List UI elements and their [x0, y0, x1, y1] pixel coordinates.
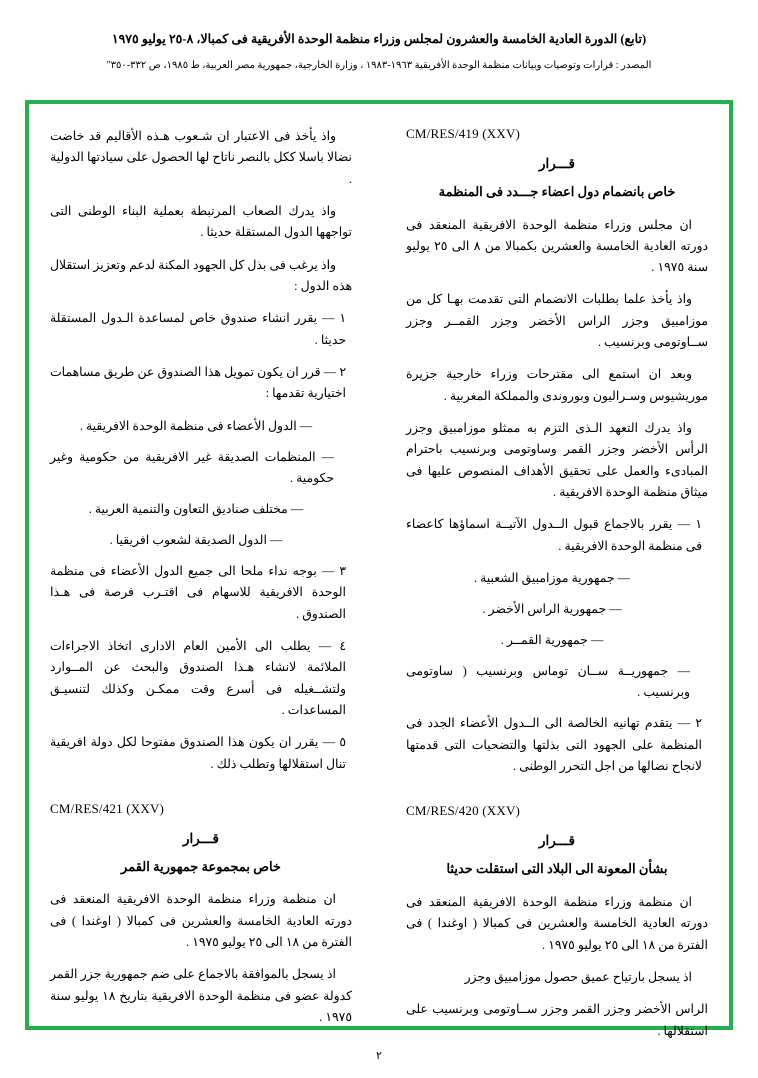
numbered-item: ٥ — يقرر ان يكون هذا الصندوق مفتوحا لكل دولة افريقية تنال استقلالها وتطلب ذلك .	[50, 735, 346, 771]
resolution-heading-419: قـــرار	[538, 156, 576, 171]
dash-item: — جمهورية القمــر .	[500, 633, 604, 648]
paragraph: الراس الأخضر وجزر القمر وجزر ســاوتومى وبرنسيب على استقلالها .	[406, 1002, 708, 1038]
page-number: ٢	[376, 1050, 382, 1062]
resolution-id-419: CM/RES/419 (XXV)	[406, 126, 521, 141]
numbered-item: ٢ — قرر ان يكون تمويل هذا الصندوق عن طريق مساهمات اختيارية تقدمها :	[50, 364, 346, 401]
dash-item: — الدول الأعضاء فى منظمة الوحدة الافريقية .	[79, 418, 313, 433]
numbered-item: ٤ — يطلب الى الأمين العام الادارى اتخاذ الاجراءات الملائمة لانشاء هـذا الصندوق والبحث عن المــوارد ولتشــغيله فى أسرع وقت ممكـن وكذلك لتنسيـق المساعدات .	[50, 638, 346, 717]
paragraph: واذ يدرك الصعاب المرتبطة بعملية البناء الوطنى التى تواجهها الدول المستقلة حديثا .	[50, 203, 352, 240]
dash-item: — مختلف صناديق التعاون والتنمية العربية .	[88, 501, 304, 516]
page-header	[0, 0, 758, 73]
column-left	[36, 112, 366, 1025]
paragraph: واذ يأخذ فى الاعتبار ان شـعوب هـذه الأقاليم قد خاضت نضالا باسلا ككل بالنصر ناتاح لها الحصول على سيادتها الدولية .	[50, 129, 352, 186]
resolution-id-420: CM/RES/420 (XXV)	[406, 803, 521, 819]
column-right	[392, 112, 722, 1038]
source-line: المصدر : قرارات وتوصيات وبيانات منظمة الوحدة الأفريقية ١٩٦٣-١٩٨٣ ، وزارة الخارجية، جمهورية مصر العربية، ط ١٩٨٥، ص ٣٣٢-٣٥٠"	[106, 59, 652, 71]
page-title: (تابع) الدورة العادية الخامسة والعشرون لمجلس وزراء منظمة الوحدة الأفريقية فى كمبالا، ٨-٢٥ يوليو ١٩٧٥	[111, 32, 647, 46]
resolution-heading-420: قـــرار	[538, 833, 576, 849]
paragraph: اذ يسجل بارتياح عميق حصول موزامبيق وجزر	[464, 969, 692, 984]
numbered-item: ٢ — يتقدم تهانيه الخالصة الى الــدول الأعضاء الجدد فى المنظمة على الجهود التى بذلتها والتضحيات التى قدمتها لانجاح نضالها من اجل التحرر الوطنى .	[406, 716, 702, 774]
dash-item: — جمهوريــة ســان توماس وبرنسيب ( ساوتومى وبرنسيب .	[406, 664, 690, 700]
dash-item: — جمهورية الراس الأخضر .	[482, 602, 622, 617]
paragraph: ان منظمة وزراء منظمة الوحدة الافريقية المنعقد فى دورته العادية الخامسة والعشرين فى كمبالا ( اوغندا ) فى الفترة من ١٨ الى ٢٥ يوليو ١٩٧٥ .	[406, 894, 708, 952]
numbered-item: ١ — يقرر انشاء صندوق خاص لمساعدة الـدول المستقلة حديثا .	[50, 311, 346, 347]
numbered-item: ٣ — بوجه نداء ملحا الى جميع الدول الأعضاء فى منظمة الوحدة الافريقية للاسهام فى اقتـرب فرصة فى هـذا الصندوق .	[50, 564, 346, 621]
resolution-subject-420: بشأن المعونة الى البلاد التى استقلت حديثا	[446, 861, 668, 877]
resolution-subject-421: خاص بمجموعة جمهورية القمر	[121, 858, 281, 874]
two-column-body	[36, 112, 722, 1038]
dash-item: — الدول الصديقة لشعوب افريقيا .	[109, 532, 283, 547]
resolution-heading-421: قـــرار	[182, 830, 220, 846]
resolution-subject-419: خاص بانضمام دول اعضاء جـــدد فى المنظمة	[438, 184, 676, 199]
paragraph: ان منظمة وزراء منظمة الوحدة الافريقية المنعقد فى دورته العادية الخامسة والعشرين فى كمبالا ( اوغندا ) فى الفترة من ١٨ الى ٢٥ يوليو ١٩٧٥ .	[50, 892, 352, 950]
paragraph: واذ يأخذ علما بطلبات الانضمام التى تقدمت بهـا كل من موزامبيق وجزر الراس الأخضر وجزر القمــر وجزر ســاوتومى وبرنسيب .	[406, 292, 708, 350]
numbered-item: ١ — يقرر بالاجماع قبول الــدول الآتيــة اسماؤها كاعضاء فى منظمة الوحدة الافريقية .	[406, 517, 702, 553]
dash-item: — المنظمات الصديقة غير الافريقية من حكومية وغير حكومية .	[50, 449, 334, 485]
paragraph: ان مجلس وزراء منظمة الوحدة الافريقية المنعقد فى دورته العادية الخامسة والعشرين بكمبالا من ٨ الى ٢٥ يوليو سنة ١٩٧٥ .	[406, 217, 708, 275]
paragraph: واذ يرغب فى بذل كل الجهود المكنة لدعم وتعزيز استقلال هذه الدول :	[50, 257, 352, 293]
paragraph: واذ يدرك التعهد الـذى التزم به ممثلو موزامبيق وجزر الرأس الأخضر وجزر القمر وساوتومى وبرنسيب باحترام المبادىء والعمل على تحقيق الأهداف المنصوص عليها فى ميثاق منظمة الوحدة الافريقية .	[406, 421, 708, 500]
dash-item: — جمهورية موزامبيق الشعبية .	[473, 571, 631, 586]
paragraph: اذ يسجل بالموافقة بالاجماع على ضم جمهورية جزر القمر كدولة عضو فى منظمة الوحدة الافريقية بتاريخ ١٨ يوليو سنة ١٩٧٥ .	[50, 967, 352, 1025]
resolution-id-421: CM/RES/421 (XXV)	[50, 800, 165, 816]
paragraph: وبعد ان استمع الى مقترحات وزراء خارجية جزيرة موريشيوس وسـراليون وبوروندى والمملكة المغربية .	[406, 367, 708, 403]
